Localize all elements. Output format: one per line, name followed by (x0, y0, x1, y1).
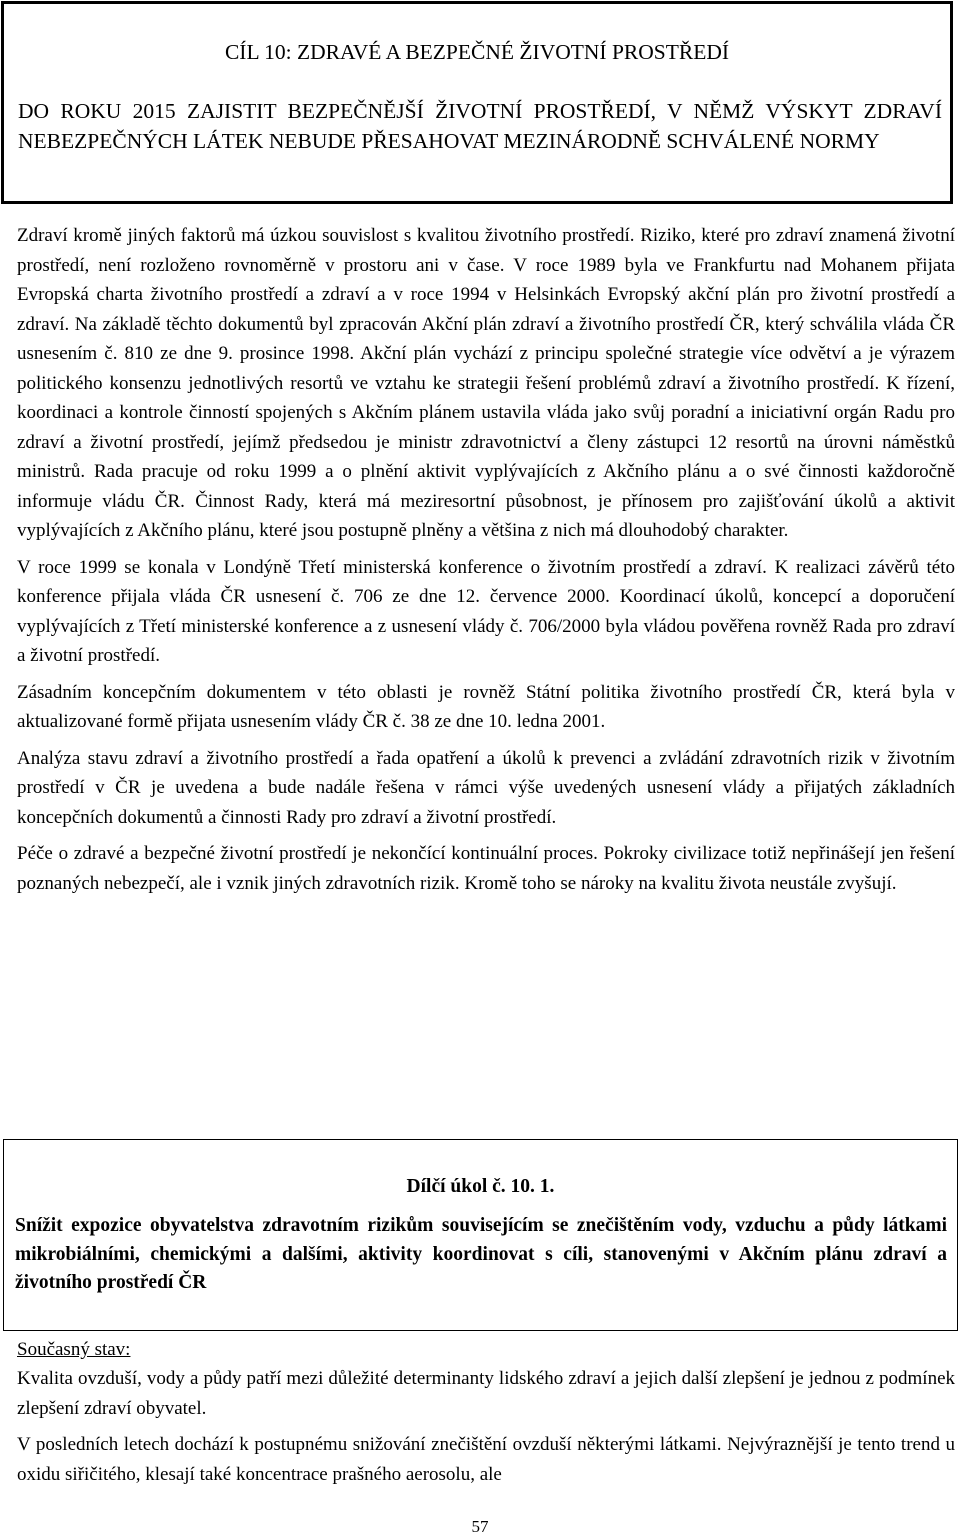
current-status-section (17, 1335, 955, 1496)
subtask-text: Snížit expozice obyvatelstva zdravotním rizikům souvisejícím se znečištěním vody, vzduchu a půdy látkami mikrobiálními, chemickými a dalšími, aktivity koordinovat s cíli, stanovenými v Akčním plánu zdraví a životního prostředí ČR (15, 1215, 947, 1293)
paragraph: Kvalita ovzduší, vody a půdy patří mezi důležité determinanty lidského zdraví a jejich další zlepšení je jednou z podmínek zlepšení zdraví obyvatel. (17, 1368, 955, 1419)
current-status-heading: Současný stav: (17, 1339, 131, 1360)
subtask-box (3, 1139, 958, 1331)
paragraph: Zdraví kromě jiných faktorů má úzkou souvislost s kvalitou životního prostředí. Riziko, které pro zdraví znamená životní prostředí, není rozloženo rovnoměrně v prostoru ani v čase. V roce 1989 byla ve Frankfurtu nad Mohanem přijata Evropská charta životního prostředí a zdraví a v roce 1994 v Helsinkách Evropský akční plán pro životní prostředí a zdraví. Na základě těchto dokumentů byl zpracován Akční plán zdraví a životního prostředí ČR, který schválila vláda ČR usnesením č. 810 ze dne 9. prosince 1998. Akční plán vychází z principu společné strategie více odvětví a je výrazem politického konsenzu jednotlivých resortů ve vztahu ke strategii řešení problémů zdraví a životního prostředí. K řízení, koordinaci a kontrole činností spojených s Akčním plánem ustavila vláda jako svůj poradní a iniciativní orgán Radu pro zdraví a životní prostředí, jejímž předsedou je ministr zdravotnictví a členy zástupci 12 resortů na úrovni náměstků ministrů. Rada pracuje od roku 1999 a o plnění aktivit vyplývajících z Akčního plánu a o své činnosti každoročně informuje vládu ČR. Činnost Rady, která má meziresortní působnost, je přínosem pro zajišťování úkolů a aktivit vyplývajících z Akčního plánu, které jsou postupně plněny a většina z nich má dlouhodobý charakter. (17, 225, 955, 541)
goal-title: CÍL 10: ZDRAVÉ A BEZPEČNÉ ŽIVOTNÍ PROSTŘEDÍ (224, 40, 730, 64)
paragraph: Analýza stavu zdraví a životního prostředí a řada opatření a úkolů k prevenci a zvládání zdravotních rizik v životním prostředí v ČR je uvedena a bude nadále řešena v rámci výše uvedených usnesení vlády a přijatých základních koncepčních dokumentů a činnosti Rady pro zdraví a životní prostředí. (17, 747, 955, 828)
paragraph: V posledních letech dochází k postupnému snižování znečištění ovzduší některými látkami. Nejvýraznější je tento trend u oxidu siřičitého, klesají také koncentrace prašného aerosolu, ale (17, 1434, 955, 1485)
page-number: 57 (471, 1517, 489, 1536)
paragraph: Péče o zdravé a bezpečné životní prostředí je nekončící kontinuální proces. Pokroky civilizace totiž nepřinášejí jen řešení poznaných nebezpečí, ale i vznik jiných zdravotních rizik. Kromě toho se nároky na kvalitu života neustále zvyšují. (17, 843, 955, 894)
paragraph: Zásadním koncepčním dokumentem v této oblasti je rovněž Státní politika životního prostředí ČR, která byla v aktualizované formě přijata usnesením vlády ČR č. 38 ze dne 10. ledna 2001. (17, 681, 955, 732)
subtask-heading: Dílčí úkol č. 10. 1. (406, 1176, 555, 1197)
intro-text (17, 221, 955, 905)
goal-target: DO ROKU 2015 ZAJISTIT BEZPEČNĚJŠÍ ŽIVOTNÍ PROSTŘEDÍ, V NĚMŽ VÝSKYT ZDRAVÍ NEBEZPEČNÝCH LÁTEK NEBUDE PŘESAHOVAT MEZINÁRODNĚ SCHVÁLENÉ NORMY (18, 99, 942, 153)
paragraph: V roce 1999 se konala v Londýně Třetí ministerská konference o životním prostředí a zdraví. K realizaci závěrů této konference přijala vláda ČR usnesení č. 706 ze dne 12. července 2000. Koordinací úkolů, koncepcí a doporučení vyplývajících z Třetí ministerské konference a z usnesení vlády č. 706/2000 byla vládou pověřena rovněž Rada pro zdraví a životní prostředí. (17, 556, 955, 666)
goal-box (1, 1, 953, 204)
